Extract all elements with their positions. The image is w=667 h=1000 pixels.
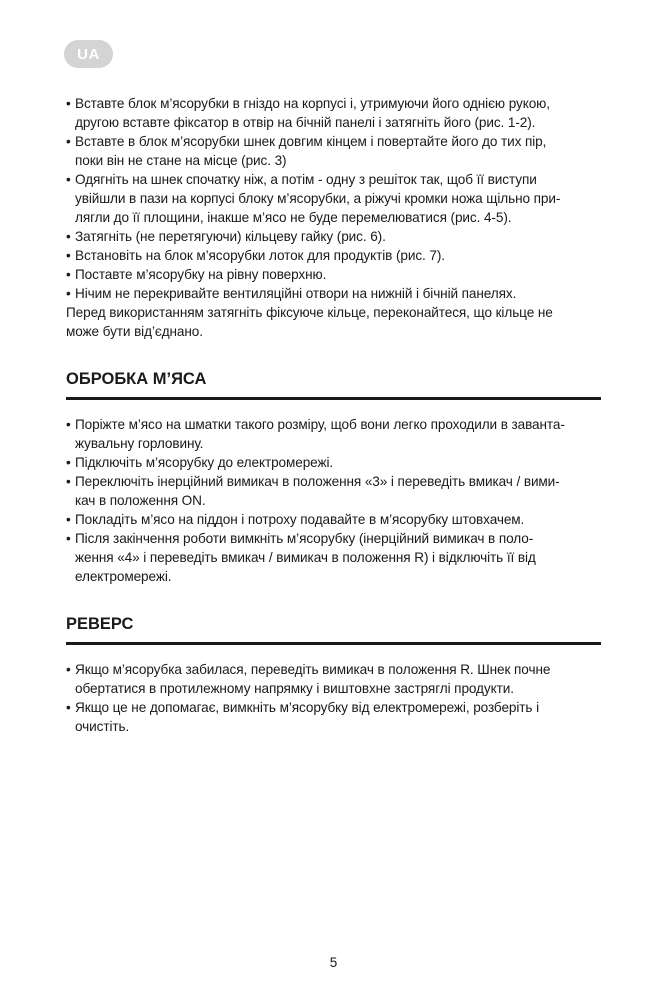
bullet-icon: • (66, 267, 71, 282)
bullet-item-line (66, 453, 606, 472)
line-text: жувальну горловину. (75, 436, 204, 451)
text-line (66, 548, 606, 567)
line-text: електромережі. (75, 569, 172, 584)
bullet-item-line (66, 94, 606, 113)
section-title-reverse: РЕВЕРС (66, 614, 601, 645)
line-text: Переключіть інерційний вимикач в положення «3» і переведіть вмикач / вими- (75, 474, 560, 489)
assembly-section (66, 94, 606, 341)
line-text: Поставте м’ясорубку на рівну поверхню. (75, 267, 327, 282)
meat-processing-section (66, 415, 606, 586)
line-text: обертатися в протилежному напрямку і виштовхне застряглі продукти. (75, 681, 514, 696)
text-line (66, 151, 606, 170)
line-text: ження «4» і переведіть вмикач / вимикач в положення R) і відключіть її від (75, 550, 536, 565)
line-text: Вставте в блок м’ясорубки шнек довгим кінцем і повертайте його до тих пір, (75, 134, 547, 149)
line-text: Встановіть на блок м’ясорубки лоток для продуктів (рис. 7). (75, 248, 445, 263)
bullet-item-line (66, 529, 606, 548)
text-line (66, 434, 606, 453)
line-text: увійшли в пази на корпусі блоку м’ясорубки, а ріжучі кромки ножа щільно при- (75, 191, 561, 206)
line-text: поки він не стане на місце (рис. 3) (75, 153, 287, 168)
bullet-icon: • (66, 531, 71, 546)
bullet-icon: • (66, 134, 71, 149)
line-text: Одягніть на шнек спочатку ніж, а потім - одну з решіток так, щоб її виступи (75, 172, 537, 187)
text-line (66, 322, 606, 341)
text-line (66, 491, 606, 510)
text-line (66, 567, 606, 586)
manual-content (66, 94, 606, 736)
section-title-meat-processing: ОБРОБКА М’ЯСА (66, 369, 601, 400)
text-line (66, 303, 606, 322)
bullet-item-line (66, 132, 606, 151)
text-line (66, 208, 606, 227)
line-text: другою вставте фіксатор в отвір на бічній панелі і затягніть його (рис. 1-2). (75, 115, 536, 130)
bullet-item-line (66, 698, 606, 717)
line-text: Поріжте м’ясо на шматки такого розміру, щоб вони легко проходили в заванта- (75, 417, 565, 432)
bullet-icon: • (66, 662, 71, 677)
line-text: Якщо м’ясорубка забилася, переведіть вимикач в положення R. Шнек почне (75, 662, 551, 677)
line-text: Вставте блок м’ясорубки в гніздо на корпусі і, утримуючи його однією рукою, (75, 96, 550, 111)
text-line (66, 113, 606, 132)
bullet-item-line (66, 472, 606, 491)
bullet-item-line (66, 170, 606, 189)
line-text: Нічим не перекривайте вентиляційні отвори на нижній і бічній панелях. (75, 286, 517, 301)
bullet-icon: • (66, 512, 71, 527)
line-text: Після закінчення роботи вимкніть м’ясорубку (інерційний вимикач в поло- (75, 531, 534, 546)
line-text: може бути від’єднано. (66, 324, 203, 339)
line-text: очистіть. (75, 719, 130, 734)
reverse-section (66, 660, 606, 736)
bullet-item-line (66, 246, 606, 265)
bullet-item-line (66, 227, 606, 246)
line-text: Затягніть (не перетягуючи) кільцеву гайку (рис. 6). (75, 229, 386, 244)
bullet-icon: • (66, 172, 71, 187)
line-text: Якщо це не допомагає, вимкніть м’ясорубку від електромережі, розберіть і (75, 700, 540, 715)
line-text: Підключіть м’ясорубку до електромережі. (75, 455, 334, 470)
bullet-icon: • (66, 248, 71, 263)
line-text: лягли до її площини, інакше м’ясо не буде перемелюватися (рис. 4-5). (75, 210, 512, 225)
bullet-icon: • (66, 229, 71, 244)
bullet-item-line (66, 660, 606, 679)
text-line (66, 717, 606, 736)
text-line (66, 189, 606, 208)
bullet-icon: • (66, 455, 71, 470)
page-number: 5 (329, 955, 338, 970)
bullet-item-line (66, 284, 606, 303)
bullet-icon: • (66, 417, 71, 432)
bullet-item-line (66, 265, 606, 284)
line-text: Покладіть м’ясо на піддон і потроху подавайте в м’ясорубку штовхачем. (75, 512, 525, 527)
bullet-icon: • (66, 700, 71, 715)
bullet-item-line (66, 415, 606, 434)
bullet-item-line (66, 510, 606, 529)
bullet-icon: • (66, 286, 71, 301)
bullet-icon: • (66, 474, 71, 489)
line-text: кач в положення ON. (75, 493, 206, 508)
bullet-icon: • (66, 96, 71, 111)
text-line (66, 679, 606, 698)
language-badge: UA (64, 40, 113, 68)
line-text: Перед використанням затягніть фіксуюче кільце, переконайтеся, що кільце не (66, 305, 553, 320)
